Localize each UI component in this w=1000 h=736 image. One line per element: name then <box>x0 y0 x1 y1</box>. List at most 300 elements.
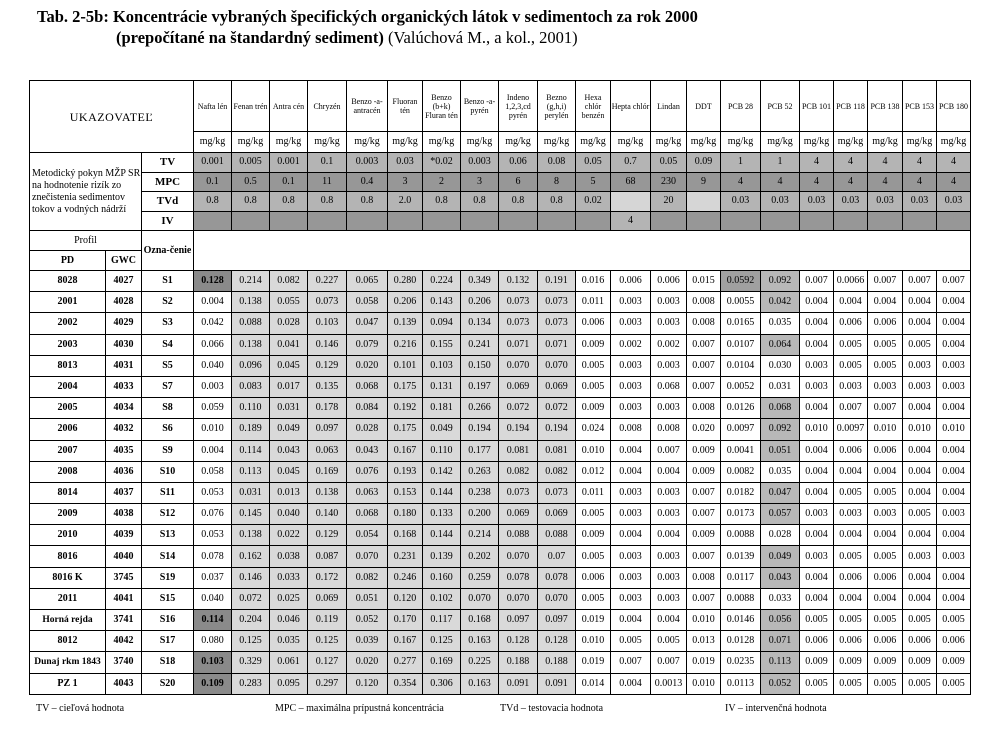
value-cell: 0.073 <box>538 482 576 503</box>
value-cell: 0.005 <box>937 673 971 694</box>
value-cell: 0.010 <box>687 610 721 631</box>
limit-value: 0.03 <box>937 192 971 212</box>
value-cell: 0.009 <box>903 652 937 673</box>
value-cell: 0.246 <box>388 567 423 588</box>
data-row <box>30 504 971 525</box>
oznacenie-cell: S19 <box>142 567 194 588</box>
oznacenie-cell: S4 <box>142 334 194 355</box>
limit-value: *0.02 <box>423 153 461 173</box>
value-cell: 0.040 <box>270 504 308 525</box>
param-header: PCB 28 <box>721 81 761 132</box>
value-cell: 0.008 <box>687 292 721 313</box>
value-cell: 0.0113 <box>721 673 761 694</box>
value-cell: 0.096 <box>232 355 270 376</box>
value-cell: 0.019 <box>576 652 611 673</box>
value-cell: 0.110 <box>232 398 270 419</box>
value-cell: 0.0146 <box>721 610 761 631</box>
gwc-cell: 4034 <box>106 398 142 419</box>
oznacenie-cell: S10 <box>142 461 194 482</box>
footer-tvd: TVd – testovacia hodnota <box>500 703 604 714</box>
gwc-cell: 4039 <box>106 525 142 546</box>
limit-value: 230 <box>651 172 687 192</box>
value-cell: 0.005 <box>834 546 868 567</box>
value-cell: 0.071 <box>538 334 576 355</box>
value-cell: 0.110 <box>423 440 461 461</box>
value-cell: 0.087 <box>308 546 347 567</box>
limit-value: 1 <box>721 153 761 173</box>
value-cell: 0.005 <box>903 504 937 525</box>
value-cell: 0.005 <box>868 546 903 567</box>
value-cell: 0.103 <box>423 355 461 376</box>
value-cell: 0.005 <box>937 610 971 631</box>
value-cell: 0.139 <box>423 546 461 567</box>
value-cell: 0.070 <box>538 355 576 376</box>
data-row <box>30 525 971 546</box>
value-cell: 0.005 <box>800 610 834 631</box>
limit-value <box>423 211 461 231</box>
value-cell: 0.045 <box>270 355 308 376</box>
oznacenie-cell: S17 <box>142 631 194 652</box>
value-cell: 0.180 <box>388 504 423 525</box>
pd-cell: 2004 <box>30 376 106 397</box>
pd-cell: 2007 <box>30 440 106 461</box>
limit-value: 4 <box>721 172 761 192</box>
value-cell: 0.072 <box>499 398 538 419</box>
value-cell: 0.231 <box>388 546 423 567</box>
value-cell: 0.003 <box>834 504 868 525</box>
value-cell: 0.007 <box>868 398 903 419</box>
value-cell: 0.103 <box>194 652 232 673</box>
value-cell: 0.007 <box>903 271 937 292</box>
limit-label: MPC <box>142 172 194 192</box>
gwc-cell: 4037 <box>106 482 142 503</box>
gwc-cell: 4040 <box>106 546 142 567</box>
value-cell: 0.043 <box>761 567 800 588</box>
value-cell: 0.004 <box>903 461 937 482</box>
value-cell: 0.138 <box>232 525 270 546</box>
value-cell: 0.0126 <box>721 398 761 419</box>
value-cell: 0.014 <box>576 673 611 694</box>
limit-value: 0.5 <box>232 172 270 192</box>
value-cell: 0.004 <box>611 525 651 546</box>
value-cell: 0.202 <box>461 546 499 567</box>
unit-cell: mg/kg <box>903 132 937 153</box>
value-cell: 0.194 <box>499 419 538 440</box>
value-cell: 0.004 <box>903 588 937 609</box>
value-cell: 0.008 <box>651 419 687 440</box>
limit-value: 0.03 <box>388 153 423 173</box>
value-cell: 0.006 <box>937 631 971 652</box>
oznacenie-cell: S6 <box>142 419 194 440</box>
value-cell: 0.025 <box>270 588 308 609</box>
gwc-cell: 4035 <box>106 440 142 461</box>
value-cell: 0.007 <box>687 334 721 355</box>
value-cell: 0.004 <box>800 482 834 503</box>
value-cell: 0.081 <box>538 440 576 461</box>
value-cell: 0.094 <box>423 313 461 334</box>
limit-value: 0.03 <box>761 192 800 212</box>
value-cell: 0.263 <box>461 461 499 482</box>
value-cell: 0.020 <box>347 355 388 376</box>
value-cell: 0.066 <box>194 334 232 355</box>
value-cell: 0.134 <box>461 313 499 334</box>
value-cell: 0.070 <box>347 546 388 567</box>
value-cell: 0.003 <box>611 313 651 334</box>
value-cell: 0.004 <box>800 313 834 334</box>
oznacenie-cell: S5 <box>142 355 194 376</box>
profil-header: Profil <box>30 231 142 251</box>
value-cell: 0.188 <box>538 652 576 673</box>
value-cell: 0.005 <box>868 610 903 631</box>
value-cell: 0.006 <box>868 440 903 461</box>
value-cell: 0.214 <box>232 271 270 292</box>
pd-cell: 2011 <box>30 588 106 609</box>
value-cell: 0.146 <box>308 334 347 355</box>
data-row <box>30 334 971 355</box>
value-cell: 0.003 <box>651 292 687 313</box>
value-cell: 0.005 <box>868 482 903 503</box>
value-cell: 0.020 <box>687 419 721 440</box>
value-cell: 0.169 <box>423 652 461 673</box>
limit-value: 9 <box>687 172 721 192</box>
value-cell: 0.069 <box>308 588 347 609</box>
limit-value: 8 <box>538 172 576 192</box>
value-cell: 0.128 <box>194 271 232 292</box>
value-cell: 0.006 <box>576 567 611 588</box>
value-cell: 0.068 <box>761 398 800 419</box>
unit-cell: mg/kg <box>576 132 611 153</box>
limit-value: 0.08 <box>538 153 576 173</box>
value-cell: 0.004 <box>868 588 903 609</box>
value-cell: 0.135 <box>308 376 347 397</box>
limit-value: 4 <box>903 153 937 173</box>
value-cell: 0.005 <box>868 355 903 376</box>
gwc-cell: 4029 <box>106 313 142 334</box>
value-cell: 0.004 <box>800 440 834 461</box>
limit-value: 4 <box>800 153 834 173</box>
value-cell: 0.004 <box>903 313 937 334</box>
param-header: Chryzén <box>308 81 347 132</box>
limit-value: 0.8 <box>538 192 576 212</box>
value-cell: 0.003 <box>611 504 651 525</box>
limit-value <box>834 211 868 231</box>
value-cell: 0.125 <box>308 631 347 652</box>
unit-cell: mg/kg <box>347 132 388 153</box>
value-cell: 0.019 <box>687 652 721 673</box>
value-cell: 0.013 <box>270 482 308 503</box>
value-cell: 0.189 <box>232 419 270 440</box>
limit-value: 11 <box>308 172 347 192</box>
value-cell: 0.0088 <box>721 588 761 609</box>
oznacenie-cell: S12 <box>142 504 194 525</box>
value-cell: 0.0139 <box>721 546 761 567</box>
value-cell: 0.004 <box>903 398 937 419</box>
value-cell: 0.028 <box>270 313 308 334</box>
value-cell: 0.006 <box>576 313 611 334</box>
title-line1: Tab. 2-5b: Koncentrácie vybraných špecifických organických látok v sedimentoch za rok 2000 <box>37 7 698 26</box>
limits-description: Metodický pokyn MŽP SR na hodnotenie rizík zo znečistenia sedimentov tokov a vodných nádrží <box>30 153 142 231</box>
unit-cell: mg/kg <box>868 132 903 153</box>
value-cell: 0.0013 <box>651 673 687 694</box>
value-cell: 0.003 <box>903 376 937 397</box>
param-header: Nafta lén <box>194 81 232 132</box>
value-cell: 0.042 <box>194 313 232 334</box>
oznacenie-cell: S13 <box>142 525 194 546</box>
oznacenie-cell: S2 <box>142 292 194 313</box>
value-cell: 0.146 <box>232 567 270 588</box>
gwc-cell: 3745 <box>106 567 142 588</box>
limit-value: 4 <box>868 153 903 173</box>
value-cell: 0.114 <box>232 440 270 461</box>
value-cell: 0.047 <box>761 482 800 503</box>
data-row <box>30 271 971 292</box>
value-cell: 0.003 <box>651 482 687 503</box>
value-cell: 0.082 <box>538 461 576 482</box>
value-cell: 0.052 <box>761 673 800 694</box>
value-cell: 0.004 <box>903 292 937 313</box>
value-cell: 0.139 <box>388 313 423 334</box>
value-cell: 0.033 <box>761 588 800 609</box>
limit-value: 0.05 <box>576 153 611 173</box>
value-cell: 0.003 <box>611 588 651 609</box>
value-cell: 0.071 <box>499 334 538 355</box>
value-cell: 0.003 <box>868 376 903 397</box>
value-cell: 0.010 <box>868 419 903 440</box>
value-cell: 0.051 <box>761 440 800 461</box>
limit-value: 0.03 <box>834 192 868 212</box>
value-cell: 0.005 <box>611 631 651 652</box>
oznacenie-cell: S16 <box>142 610 194 631</box>
value-cell: 0.088 <box>232 313 270 334</box>
value-cell: 0.120 <box>347 673 388 694</box>
value-cell: 0.168 <box>388 525 423 546</box>
limit-value <box>538 211 576 231</box>
param-header: Benzo (b+k) Fluran tén <box>423 81 461 132</box>
unit-cell: mg/kg <box>499 132 538 153</box>
data-row <box>30 440 971 461</box>
value-cell: 0.042 <box>761 292 800 313</box>
gwc-cell: 4027 <box>106 271 142 292</box>
value-cell: 0.113 <box>232 461 270 482</box>
limit-row-iv <box>30 211 971 231</box>
value-cell: 0.004 <box>834 588 868 609</box>
value-cell: 0.006 <box>834 440 868 461</box>
pd-cell: 8013 <box>30 355 106 376</box>
value-cell: 0.003 <box>800 546 834 567</box>
value-cell: 0.109 <box>194 673 232 694</box>
value-cell: 0.194 <box>461 419 499 440</box>
limit-value: 0.8 <box>270 192 308 212</box>
value-cell: 0.004 <box>651 525 687 546</box>
value-cell: 0.010 <box>576 440 611 461</box>
value-cell: 0.005 <box>834 610 868 631</box>
value-cell: 0.153 <box>388 482 423 503</box>
value-cell: 0.204 <box>232 610 270 631</box>
value-cell: 0.078 <box>538 567 576 588</box>
limit-value: 0.8 <box>194 192 232 212</box>
value-cell: 0.0107 <box>721 334 761 355</box>
value-cell: 0.080 <box>194 631 232 652</box>
param-header: PCB 153 <box>903 81 937 132</box>
gwc-cell: 4032 <box>106 419 142 440</box>
pd-cell: PZ 1 <box>30 673 106 694</box>
value-cell: 0.041 <box>270 334 308 355</box>
value-cell: 0.005 <box>868 673 903 694</box>
value-cell: 0.006 <box>834 567 868 588</box>
unit-cell: mg/kg <box>270 132 308 153</box>
value-cell: 0.224 <box>423 271 461 292</box>
value-cell: 0.004 <box>868 461 903 482</box>
value-cell: 0.005 <box>903 610 937 631</box>
value-cell: 0.004 <box>868 292 903 313</box>
value-cell: 0.017 <box>270 376 308 397</box>
value-cell: 0.003 <box>651 567 687 588</box>
limit-value: 0.8 <box>423 192 461 212</box>
unit-cell: mg/kg <box>461 132 499 153</box>
oznacenie-cell: S15 <box>142 588 194 609</box>
value-cell: 0.070 <box>461 588 499 609</box>
value-cell: 0.329 <box>232 652 270 673</box>
value-cell: 0.006 <box>868 631 903 652</box>
value-cell: 0.004 <box>611 610 651 631</box>
unit-cell: mg/kg <box>937 132 971 153</box>
pd-cell: 2010 <box>30 525 106 546</box>
unit-cell: mg/kg <box>388 132 423 153</box>
value-cell: 0.120 <box>388 588 423 609</box>
param-header: Bezno (g,h,i) perylén <box>538 81 576 132</box>
value-cell: 0.053 <box>194 525 232 546</box>
value-cell: 0.306 <box>423 673 461 694</box>
value-cell: 0.005 <box>903 334 937 355</box>
limit-value: 0.003 <box>347 153 388 173</box>
gwc-cell: 4043 <box>106 673 142 694</box>
value-cell: 0.003 <box>611 292 651 313</box>
value-cell: 0.155 <box>423 334 461 355</box>
value-cell: 0.194 <box>538 419 576 440</box>
value-cell: 0.070 <box>538 588 576 609</box>
value-cell: 0.0052 <box>721 376 761 397</box>
value-cell: 0.004 <box>903 440 937 461</box>
value-cell: 0.003 <box>937 376 971 397</box>
value-cell: 0.088 <box>538 525 576 546</box>
value-cell: 0.010 <box>903 419 937 440</box>
gwc-cell: 3741 <box>106 610 142 631</box>
value-cell: 0.003 <box>651 588 687 609</box>
gwc-cell: 4031 <box>106 355 142 376</box>
value-cell: 0.132 <box>499 271 538 292</box>
value-cell: 0.259 <box>461 567 499 588</box>
oznacenie-cell: S9 <box>142 440 194 461</box>
value-cell: 0.005 <box>576 504 611 525</box>
value-cell: 0.049 <box>423 419 461 440</box>
value-cell: 0.349 <box>461 271 499 292</box>
value-cell: 0.143 <box>423 292 461 313</box>
value-cell: 0.007 <box>651 652 687 673</box>
limit-value: 3 <box>388 172 423 192</box>
value-cell: 0.004 <box>903 567 937 588</box>
value-cell: 0.175 <box>388 376 423 397</box>
value-cell: 0.091 <box>499 673 538 694</box>
value-cell: 0.0041 <box>721 440 761 461</box>
limit-value: 20 <box>651 192 687 212</box>
value-cell: 0.128 <box>538 631 576 652</box>
value-cell: 0.238 <box>461 482 499 503</box>
value-cell: 0.072 <box>538 398 576 419</box>
value-cell: 0.004 <box>611 461 651 482</box>
value-cell: 0.0128 <box>721 631 761 652</box>
value-cell: 0.010 <box>800 419 834 440</box>
value-cell: 0.069 <box>499 376 538 397</box>
pd-cell: Horná rejda <box>30 610 106 631</box>
data-row <box>30 461 971 482</box>
value-cell: 0.138 <box>308 482 347 503</box>
value-cell: 0.004 <box>611 440 651 461</box>
limit-value: 4 <box>834 153 868 173</box>
param-header: PCB 101 <box>800 81 834 132</box>
value-cell: 0.082 <box>347 567 388 588</box>
value-cell: 0.119 <box>308 610 347 631</box>
value-cell: 0.028 <box>761 525 800 546</box>
value-cell: 0.167 <box>388 631 423 652</box>
limit-label: TV <box>142 153 194 173</box>
limit-value: 0.8 <box>347 192 388 212</box>
value-cell: 0.163 <box>461 631 499 652</box>
limit-row-tv <box>30 153 971 173</box>
value-cell: 0.007 <box>687 355 721 376</box>
value-cell: 0.035 <box>761 461 800 482</box>
value-cell: 0.206 <box>461 292 499 313</box>
value-cell: 0.010 <box>576 631 611 652</box>
value-cell: 0.007 <box>687 504 721 525</box>
limit-value <box>903 211 937 231</box>
limit-label: TVd <box>142 192 194 212</box>
value-cell: 0.004 <box>937 440 971 461</box>
value-cell: 0.0104 <box>721 355 761 376</box>
value-cell: 0.003 <box>651 398 687 419</box>
value-cell: 0.004 <box>194 292 232 313</box>
value-cell: 0.069 <box>499 504 538 525</box>
value-cell: 0.009 <box>800 652 834 673</box>
pd-cell: 8014 <box>30 482 106 503</box>
profil-header-row <box>30 231 971 251</box>
value-cell: 0.005 <box>576 376 611 397</box>
title-line2-bold: (prepočítané na štandardný sediment) <box>116 28 384 47</box>
limit-value <box>687 192 721 212</box>
value-cell: 0.004 <box>800 567 834 588</box>
value-cell: 0.003 <box>651 313 687 334</box>
param-header: PCB 180 <box>937 81 971 132</box>
limit-value: 0.8 <box>461 192 499 212</box>
value-cell: 0.003 <box>903 355 937 376</box>
value-cell: 0.082 <box>499 461 538 482</box>
value-cell: 0.054 <box>347 525 388 546</box>
value-cell: 0.144 <box>423 525 461 546</box>
limit-value <box>194 211 232 231</box>
value-cell: 0.055 <box>270 292 308 313</box>
value-cell: 0.073 <box>499 482 538 503</box>
limit-value: 4 <box>834 172 868 192</box>
value-cell: 0.004 <box>834 525 868 546</box>
value-cell: 0.007 <box>687 376 721 397</box>
value-cell: 0.009 <box>834 652 868 673</box>
limit-value: 0.8 <box>232 192 270 212</box>
gwc-cell: 4028 <box>106 292 142 313</box>
param-header: Hepta chlór <box>611 81 651 132</box>
value-cell: 0.004 <box>800 334 834 355</box>
value-cell: 0.0088 <box>721 525 761 546</box>
limit-value: 4 <box>937 153 971 173</box>
value-cell: 0.125 <box>232 631 270 652</box>
